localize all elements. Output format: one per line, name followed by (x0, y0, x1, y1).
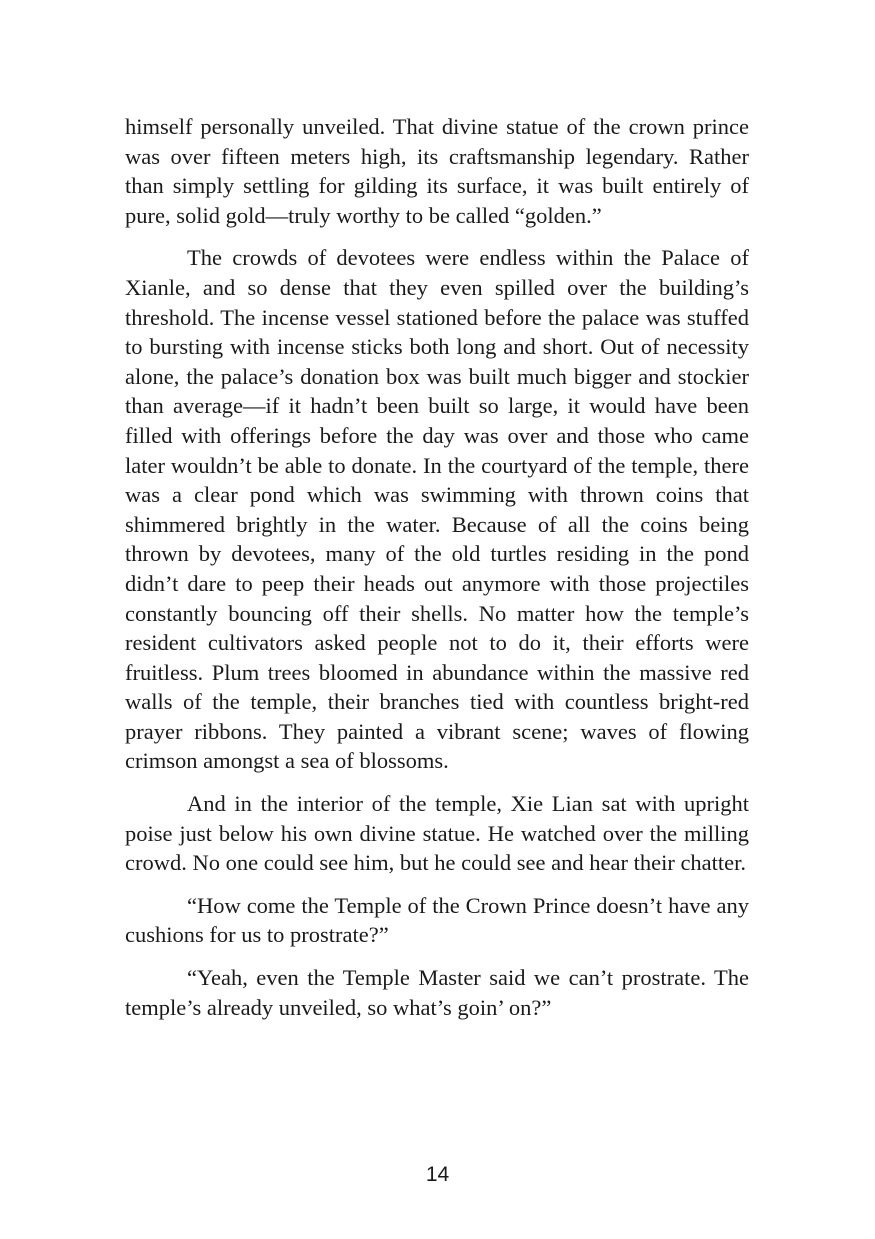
page-number: 14 (425, 1163, 450, 1186)
dialogue-cushions: “How come the Temple of the Crown Prince doesn’t have any cushions for us to prostrate?” (125, 892, 749, 948)
dialogue-temple-master: “Yeah, even the Temple Master said we can’t prostrate. The temple’s already unveiled, so what’s goin’ on?” (125, 965, 749, 1020)
body-text (125, 112, 749, 1022)
paragraph-xie-lian: And in the interior of the temple, Xie Lian sat with upright poise just below his own divine statue. He watched over the milling crowd. No one could see him, but he could see and hear their chatter. (125, 791, 749, 876)
paragraph-palace-crowds: The crowds of devotees were endless within the Palace of Xianle, and so dense that they even spilled over the building’s threshold. The incense vessel stationed before the palace was stuffed to bursting with incense sticks both long and short. Out of necessity alone, the palace’s donation box was built much bigger and stockier than average—if it hadn’t been built so large, it would have been filled with offerings before the day was over and those who came later wouldn’t be able to donate. In the courtyard of the temple, there was a clear pond which was swimming with thrown coins that shimmered brightly in the water. Because of all the coins being thrown by devotees, many of the old turtles residing in the pond didn’t dare to peep their heads out anymore with those projectiles constantly bouncing off their shells. No matter how the temple’s resident cultivators asked people not to do it, their efforts were fruitless. Plum trees bloomed in abundance within the massive red walls of the temple, their branches tied with countless bright-red prayer ribbons. They painted a vibrant scene; waves of flowing crimson amongst a sea of blossoms. (125, 245, 749, 774)
paragraph-continuation: himself personally unveiled. That divine statue of the crown prince was over fifteen meters high, its craftsmanship legendary. Rather than simply settling for gilding its surface, it was built entirely of pure, solid gold—truly worthy to be called “golden.” (125, 114, 749, 228)
